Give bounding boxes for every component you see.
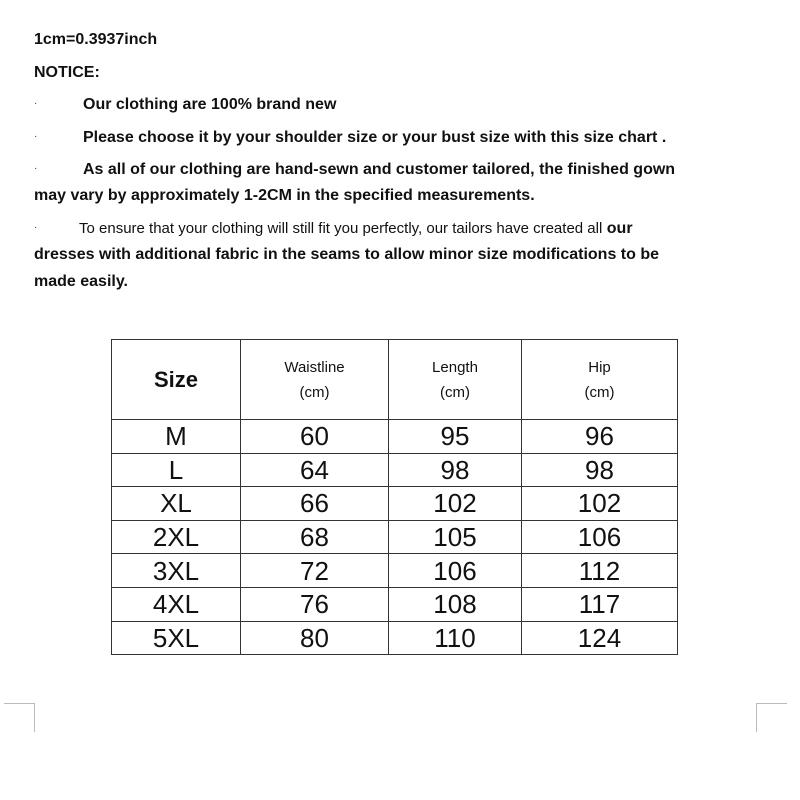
table-row bbox=[112, 520, 678, 554]
table-row bbox=[112, 487, 678, 521]
notice-item-brand-new: Our clothing are 100% brand new bbox=[83, 96, 337, 113]
header-length: Length (cm) bbox=[389, 340, 522, 420]
cell-length: 98 bbox=[389, 453, 522, 487]
notice-item-fit-cont: dresses with additional fabric in the seams to allow minor size modifications to be bbox=[34, 246, 660, 263]
table-header-row bbox=[112, 340, 678, 420]
page-corner-mark-right bbox=[756, 703, 787, 732]
cell-waistline: 64 bbox=[241, 453, 389, 487]
cell-length: 102 bbox=[389, 487, 522, 521]
table-row bbox=[112, 554, 678, 588]
cell-size: XL bbox=[112, 487, 241, 521]
cell-length: 110 bbox=[389, 621, 522, 655]
cell-hip: 96 bbox=[522, 420, 678, 454]
table-row bbox=[112, 587, 678, 621]
cell-waistline: 72 bbox=[241, 554, 389, 588]
cell-hip: 117 bbox=[522, 587, 678, 621]
cell-hip: 124 bbox=[522, 621, 678, 655]
bullet-mark: · bbox=[34, 222, 38, 233]
bullet-mark: · bbox=[34, 98, 38, 109]
cell-waistline: 60 bbox=[241, 420, 389, 454]
page-corner-mark-left bbox=[4, 703, 35, 732]
cell-size: L bbox=[112, 453, 241, 487]
bullet-mark: · bbox=[34, 163, 38, 174]
cell-waistline: 76 bbox=[241, 587, 389, 621]
cell-hip: 106 bbox=[522, 520, 678, 554]
size-chart-table bbox=[111, 339, 678, 655]
header-hip: Hip (cm) bbox=[522, 340, 678, 420]
cell-size: 3XL bbox=[112, 554, 241, 588]
cell-waistline: 68 bbox=[241, 520, 389, 554]
cell-length: 106 bbox=[389, 554, 522, 588]
cell-hip: 112 bbox=[522, 554, 678, 588]
header-waistline: Waistline (cm) bbox=[241, 340, 389, 420]
cell-length: 95 bbox=[389, 420, 522, 454]
cell-size: M bbox=[112, 420, 241, 454]
cell-size: 5XL bbox=[112, 621, 241, 655]
notice-item-fit-text-bold: our bbox=[606, 220, 633, 237]
notice-heading: NOTICE: bbox=[34, 64, 100, 81]
notice-item-fit-text: To ensure that your clothing will still fit you perfectly, our tailors have created all bbox=[79, 220, 603, 237]
cell-length: 105 bbox=[389, 520, 522, 554]
cell-length: 108 bbox=[389, 587, 522, 621]
cell-size: 2XL bbox=[112, 520, 241, 554]
cell-waistline: 66 bbox=[241, 487, 389, 521]
notice-item-fit-cont2: made easily. bbox=[34, 273, 128, 290]
notice-item-choose-size: Please choose it by your shoulder size or your bust size with this size chart . bbox=[83, 129, 667, 146]
table-row bbox=[112, 621, 678, 655]
table-row bbox=[112, 420, 678, 454]
notice-item-hand-sewn: As all of our clothing are hand-sewn and customer tailored, the finished gown bbox=[83, 161, 676, 178]
cell-size: 4XL bbox=[112, 587, 241, 621]
notice-item-hand-sewn-cont: may vary by approximately 1-2CM in the specified measurements. bbox=[34, 187, 535, 204]
conversion-note: 1cm=0.3937inch bbox=[34, 31, 158, 48]
notice-item-fit bbox=[79, 220, 633, 238]
header-size: Size bbox=[112, 340, 241, 420]
bullet-mark: · bbox=[34, 131, 38, 142]
cell-hip: 102 bbox=[522, 487, 678, 521]
cell-hip: 98 bbox=[522, 453, 678, 487]
cell-waistline: 80 bbox=[241, 621, 389, 655]
table-row bbox=[112, 453, 678, 487]
